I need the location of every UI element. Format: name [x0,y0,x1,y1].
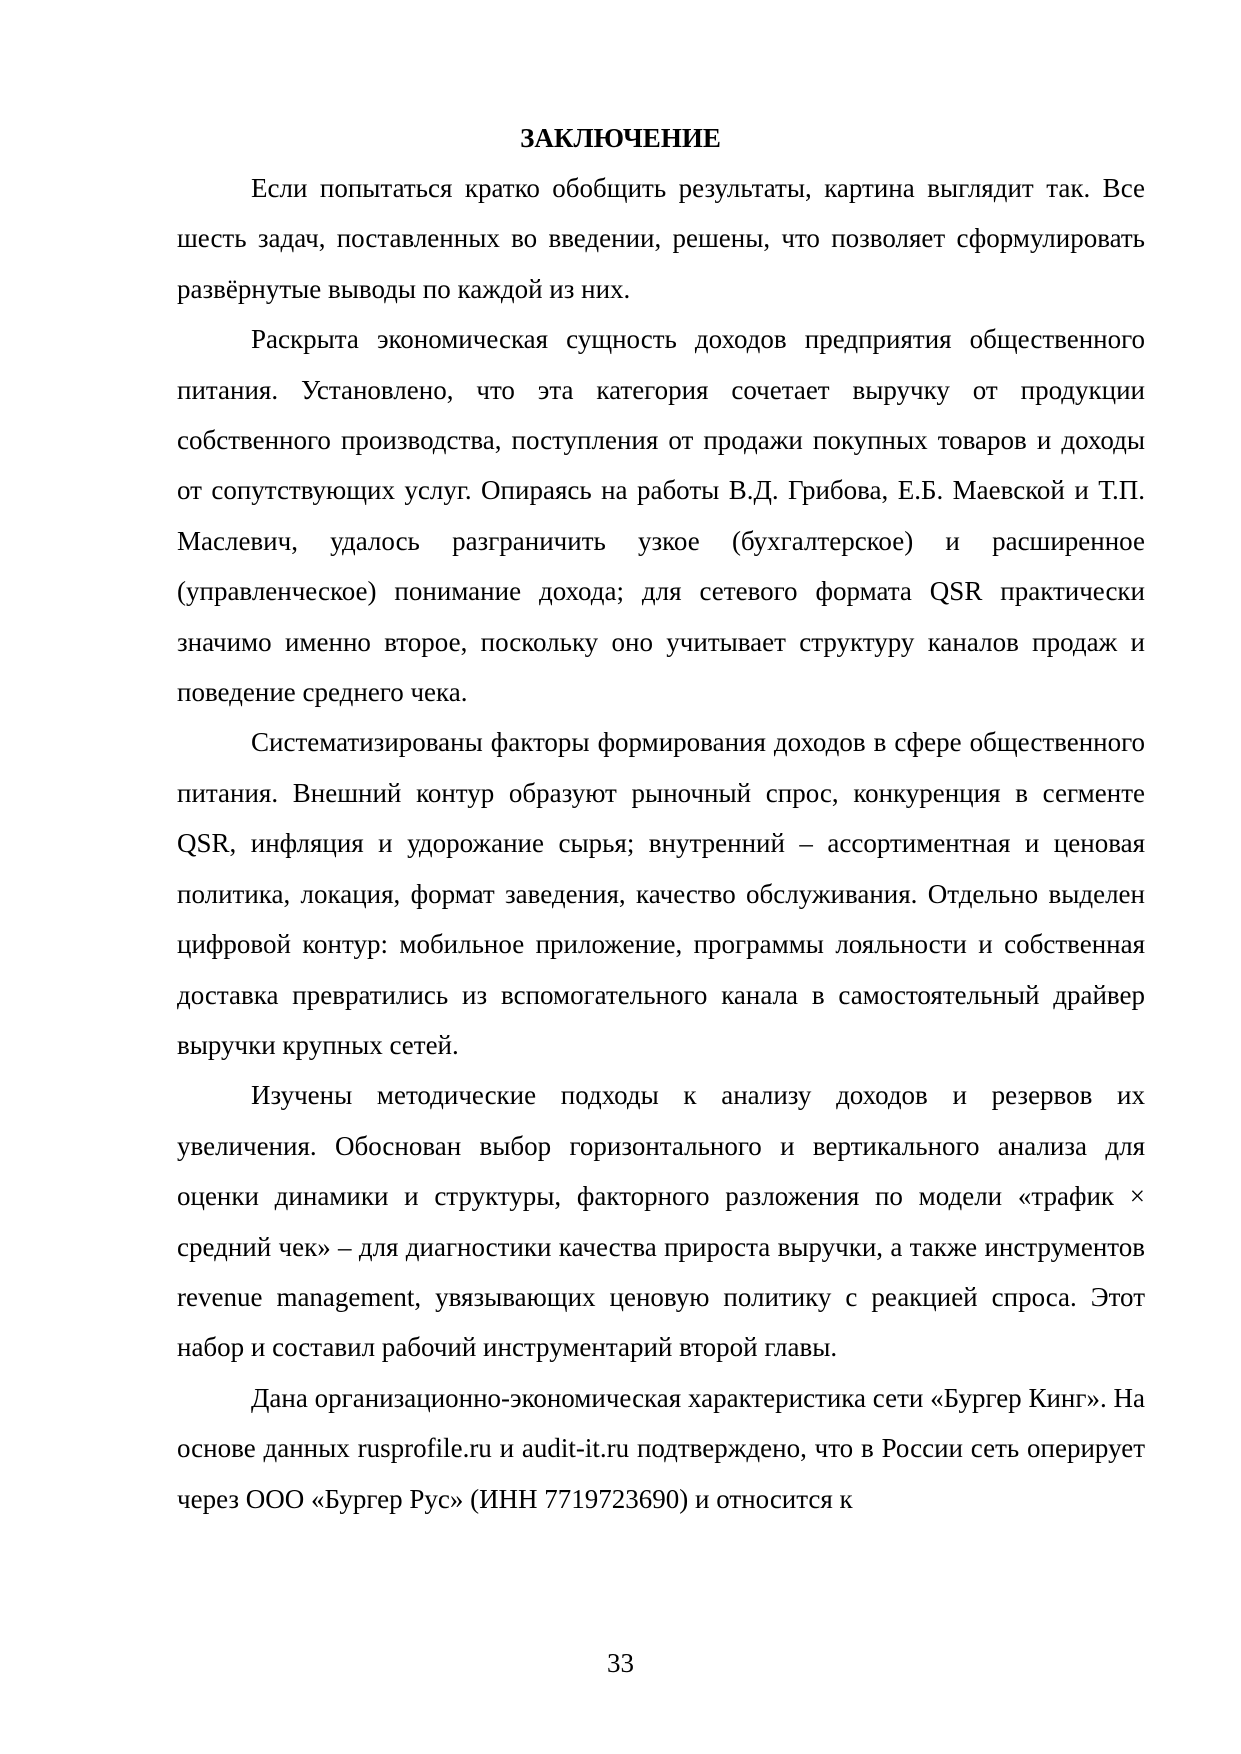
body-text [177,163,1145,1524]
paragraph-analysis-methods: Изучены методические подходы к анализу доходов и резервов их увеличения. Обоснован выбор горизонтального и вертикального анализа для оценки динамики и структуры, факторного разложения по модели «трафик × средний чек» – для диагностики качества прироста выручки, а также инструментов revenue management, увязывающих ценовую политику с реакцией спроса. Этот набор и составил рабочий инструментарий второй главы. [177,1080,1145,1363]
paragraph-income-essence: Раскрыта экономическая сущность доходов предприятия общественного питания. Установлено, что эта категория сочетает выручку от продукции собственного производства, поступления от продажи покупных товаров и доходы от сопутствующих услуг. Опираясь на работы В.Д. Грибова, Е.Б. Маевской и Т.П. Маслевич, удалось разграничить узкое (бухгалтерское) и расширенное (управленческое) понимание дохода; для сетевого формата QSR практически значимо именно второе, поскольку оно учитывает структуру каналов продаж и поведение среднего чека. [177,324,1145,708]
page-number: 33 [607,1648,634,1678]
section-heading: ЗАКЛЮЧЕНИЕ [520,123,721,153]
paragraph-income-factors: Систематизированы факторы формирования доходов в сфере общественного питания. Внешний контур образуют рыночный спрос, конкуренция в сегменте QSR, инфляция и удорожание сырья; внутренний – ассортиментная и ценовая политика, локация, формат заведения, качество обслуживания. Отдельно выделен цифровой контур: мобильное приложение, программы лояльности и собственная доставка превратились из вспомогательного канала в самостоятельный драйвер выручки крупных сетей. [177,727,1145,1060]
paragraph-tasks-summary: Если попытаться кратко обобщить результаты, картина выглядит так. Все шесть задач, поставленных во введении, решены, что позволяет сформулировать развёрнутые выводы по каждой из них. [177,173,1145,304]
paragraph-company-profile: Дана организационно-экономическая характеристика сети «Бургер Кинг». На основе данных rusprofile.ru и audit-it.ru подтверждено, что в России сеть оперирует через ООО «Бургер Рус» (ИНН 7719723690) и относится к [177,1382,1145,1514]
